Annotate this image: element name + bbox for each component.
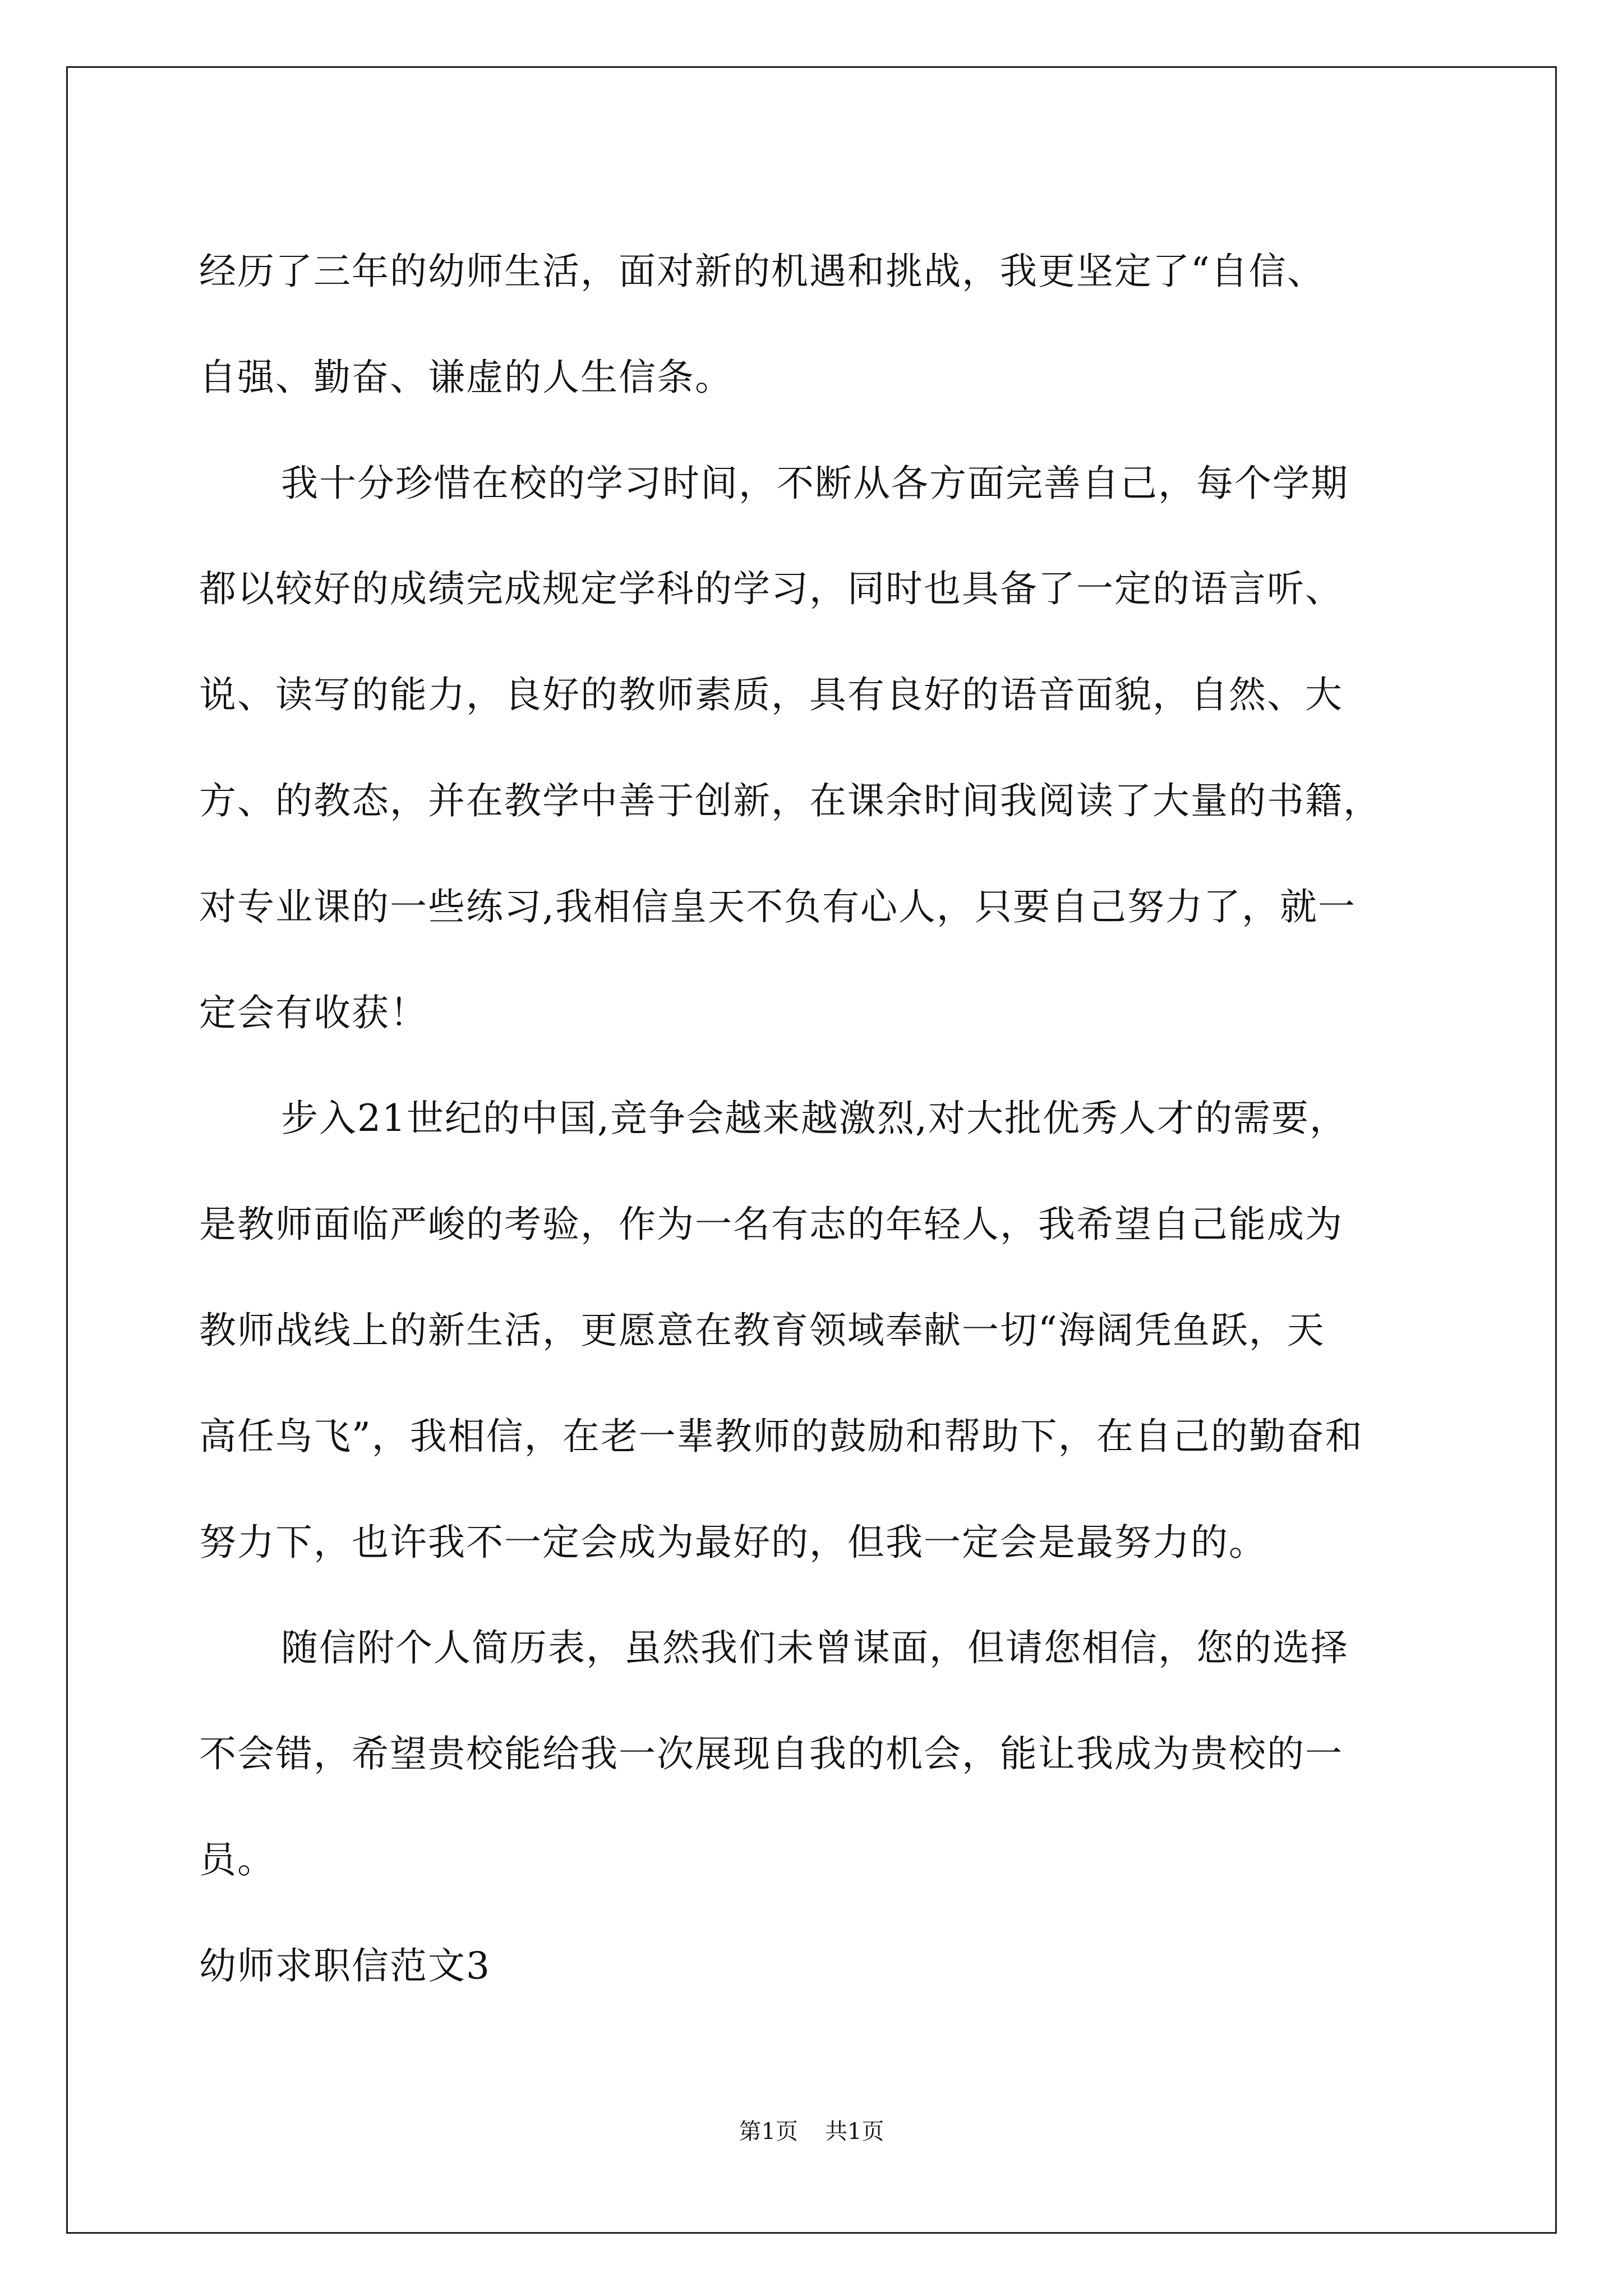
paragraph-start-line: 我十分珍惜在校的学习时间，不断从各方面完善自己，每个学期 xyxy=(281,461,1349,505)
paragraph-start-line: 步入21世纪的中国,竞争会越来越激烈,对大批优秀人才的需要， xyxy=(281,1097,1348,1140)
text-line: 高任鸟飞”，我相信，在老一辈教师的鼓励和帮助下，在自己的勤奋和 xyxy=(199,1414,1363,1458)
section-heading: 幼师求职信范文3 xyxy=(199,1944,491,1987)
text-line: 教师战线上的新生活，更愿意在教育领域奉献一切“海阔凭鱼跃，天 xyxy=(199,1308,1325,1352)
page-number-current: 第1页 xyxy=(739,2119,798,2145)
text-line: 是教师面临严峻的考验，作为一名有志的年轻人，我希望自己能成为 xyxy=(199,1203,1343,1246)
text-line: 都以较好的成绩完成规定学科的学习，同时也具备了一定的语言听、 xyxy=(199,567,1343,611)
paragraph-start-line: 随信附个人简历表，虽然我们未曾谋面，但请您相信，您的选择 xyxy=(281,1626,1349,1670)
text-line: 努力下，也许我不一定会成为最好的，但我一定会是最努力的。 xyxy=(199,1520,1267,1564)
text-line: 定会有收获！ xyxy=(199,991,428,1034)
text-line: 经历了三年的幼师生活，面对新的机遇和挑战，我更坚定了“自信、 xyxy=(199,250,1325,293)
document-body xyxy=(199,219,1472,2019)
page-footer xyxy=(0,2118,1623,2146)
text-line: 不会错，希望贵校能给我一次展现自我的机会，能让我成为贵校的一 xyxy=(199,1732,1343,1776)
text-line: 自强、勤奋、谦虚的人生信条。 xyxy=(199,355,733,399)
page-number-total: 共1页 xyxy=(825,2119,884,2145)
text-line: 方、的教态，并在教学中善于创新，在课余时间我阅读了大量的书籍， xyxy=(199,779,1381,822)
text-line: 说、读写的能力，良好的教师素质，具有良好的语音面貌，自然、大 xyxy=(199,673,1343,717)
text-line: 对专业课的一些练习,我相信皇天不负有心人，只要自己努力了，就一 xyxy=(199,885,1356,928)
text-line: 员。 xyxy=(199,1838,275,1881)
